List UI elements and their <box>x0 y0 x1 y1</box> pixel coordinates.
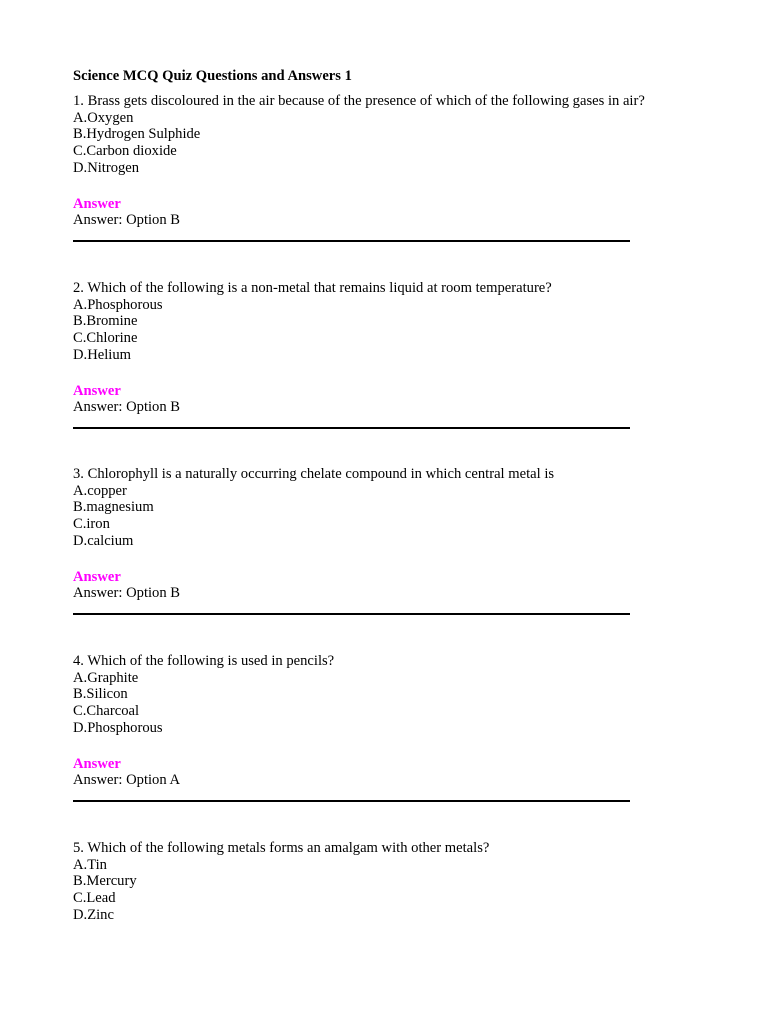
question-block-2 <box>73 280 713 429</box>
answer-heading[interactable]: Answer <box>73 195 121 212</box>
answer-value: Option B <box>126 585 181 602</box>
answer-line <box>73 399 713 416</box>
option-d: D.calcium <box>73 532 134 549</box>
option-b: B.magnesium <box>73 499 154 516</box>
option-a: A.Tin <box>73 856 107 873</box>
answer-prefix: Answer: <box>73 212 127 229</box>
divider <box>73 240 630 242</box>
question-block-5 <box>73 840 713 923</box>
answer-value: Option B <box>126 399 181 416</box>
option-d: D.Nitrogen <box>73 159 140 176</box>
divider <box>73 800 630 802</box>
option-c: C.iron <box>73 516 110 533</box>
option-a: A.Graphite <box>73 669 139 686</box>
answer-line <box>73 212 713 229</box>
answer-line <box>73 772 713 789</box>
answer-heading[interactable]: Answer <box>73 755 121 772</box>
answer-prefix: Answer: <box>73 772 127 789</box>
question-text: 1. Brass gets discoloured in the air because of the presence of which of the following gases in air? <box>73 93 645 109</box>
option-b: B.Mercury <box>73 873 137 890</box>
answer-prefix: Answer: <box>73 585 127 602</box>
page-title: Science MCQ Quiz Questions and Answers 1 <box>73 68 352 84</box>
question-block-3 <box>73 466 713 615</box>
option-c: C.Charcoal <box>73 703 140 720</box>
option-a: A.Phosphorous <box>73 296 163 313</box>
question-text: 4. Which of the following is used in pencils? <box>73 653 335 669</box>
option-a: A.copper <box>73 482 127 499</box>
answer-prefix: Answer: <box>73 399 127 416</box>
option-c: C.Carbon dioxide <box>73 143 177 160</box>
question-block-1 <box>73 93 713 242</box>
answer-heading[interactable]: Answer <box>73 382 121 399</box>
question-block-4 <box>73 653 713 802</box>
option-b: B.Silicon <box>73 686 128 703</box>
option-d: D.Zinc <box>73 906 114 923</box>
divider <box>73 427 630 429</box>
option-d: D.Helium <box>73 346 131 363</box>
option-b: B.Bromine <box>73 313 138 330</box>
question-text: 5. Which of the following metals forms an amalgam with other metals? <box>73 840 490 856</box>
divider <box>73 613 630 615</box>
answer-heading[interactable]: Answer <box>73 568 121 585</box>
option-a: A.Oxygen <box>73 109 134 126</box>
question-text: 2. Which of the following is a non-metal that remains liquid at room temperature? <box>73 280 552 296</box>
answer-value: Option A <box>126 772 181 789</box>
answer-line <box>73 585 713 602</box>
option-c: C.Chlorine <box>73 330 138 347</box>
option-b: B.Hydrogen Sulphide <box>73 126 201 143</box>
question-text: 3. Chlorophyll is a naturally occurring chelate compound in which central metal is <box>73 466 555 482</box>
option-c: C.Lead <box>73 890 116 907</box>
option-d: D.Phosphorous <box>73 719 163 736</box>
answer-value: Option B <box>126 212 181 229</box>
